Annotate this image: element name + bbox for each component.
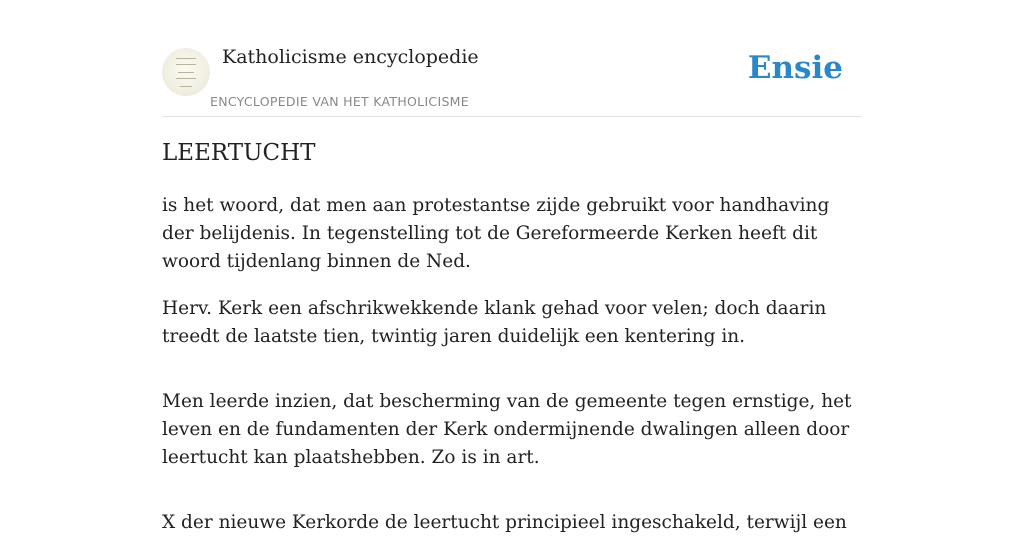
site-header <box>162 44 862 117</box>
cover-line <box>180 86 192 87</box>
site-name-link[interactable]: Katholicisme encyclopedie <box>222 46 479 68</box>
cover-line <box>178 72 194 73</box>
cover-line <box>176 78 196 79</box>
article-paragraph: X der nieuwe Kerkorde de leertucht principieel ingeschakeld, terwijl een <box>162 512 847 533</box>
article-paragraph: is het woord, dat men aan protestantse zijde gebruikt voor handhaving der belijdenis. In tegenstelling tot de Gereformeerde Kerken heeft dit woord tijdenlang binnen de Ned. <box>162 195 830 272</box>
site-subtitle: ENCYCLOPEDIE VAN HET KATHOLICISME <box>210 94 469 109</box>
encyclopedia-cover-icon[interactable] <box>162 48 210 96</box>
article-body <box>162 192 862 556</box>
cover-line <box>176 64 196 65</box>
brand-logo-link[interactable]: Ensie <box>747 50 843 86</box>
article-title: LEERTUCHT <box>162 140 316 166</box>
article-paragraph: Herv. Kerk een afschrikwekkende klank gehad voor velen; doch daarin treedt de laatste tien, twintig jaren duidelijk een kentering in. <box>162 298 827 347</box>
article-paragraph: Men leerde inzien, dat bescherming van de gemeente tegen ernstige, het leven en de fundamenten der Kerk ondermijnende dwalingen alleen door leertucht kan plaatshebben. Zo is in art. <box>162 391 852 468</box>
cover-line <box>176 58 196 59</box>
